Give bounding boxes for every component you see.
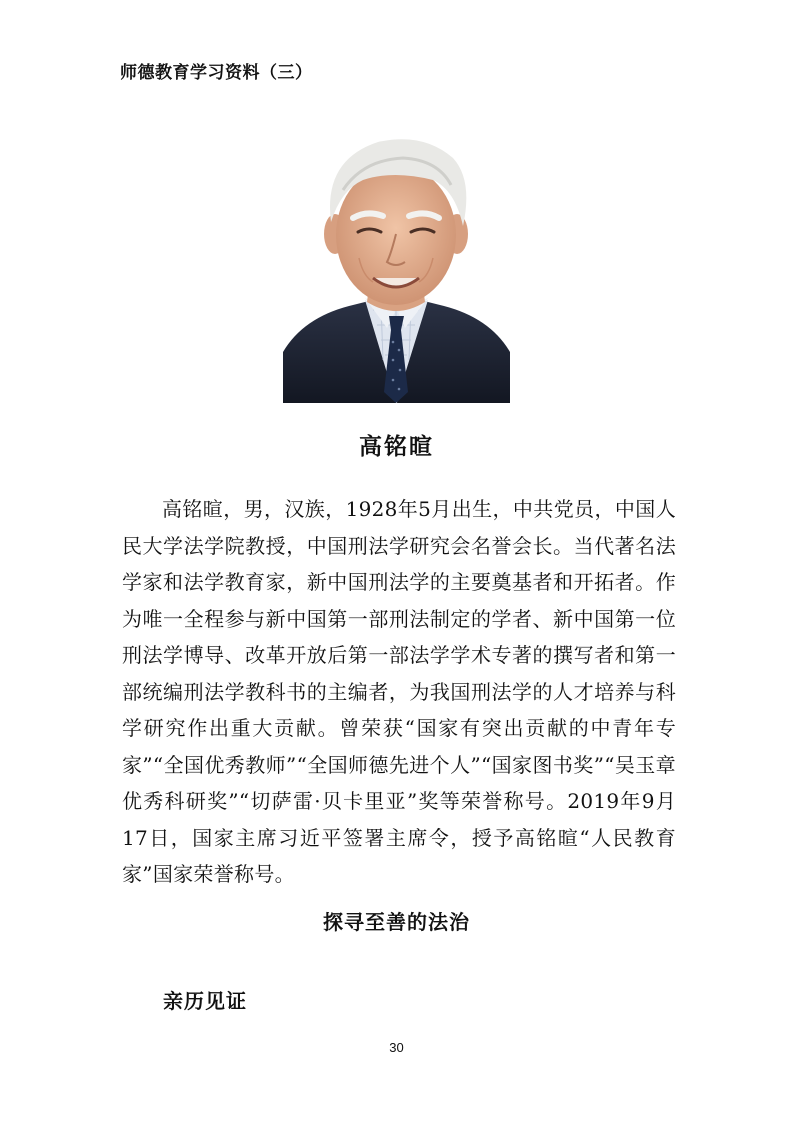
page-number: 30 [389,1040,404,1055]
person-name-heading: 高铭暄 [359,434,434,460]
biography-paragraph: 高铭暄，男，汉族，1928年5月出生，中共党员，中国人民大学法学院教授，中国刑法学研究会名誉会长。当代著名法学家和法学教育家，新中国刑法学的主要奠基者和开拓者。作为唯一全程参与新中国第一部刑法制定的学者、新中国第一位刑法学博导、改革开放后第一部法学学术专著的撰写者和第一部统编刑法学教科书的主编者，为我国刑法学的人才培养与科学研究作出重大贡献。曾荣获“国家有突出贡献的中青年专家”“全国优秀教师”“全国师德先进个人”“国家图书奖”“吴玉章优秀科研奖”“切萨雷·贝卡里亚”奖等荣誉称号。2019年9月17日，国家主席习近平签署主席令，授予高铭暄“人民教育家”国家荣誉称号。 [122,497,676,886]
section-title: 探寻至善的法治 [323,910,470,934]
subsection-title: 亲历见证 [163,989,247,1013]
portrait-photo [283,130,510,403]
document-header-title: 师德教育学习资料（三） [120,63,313,83]
